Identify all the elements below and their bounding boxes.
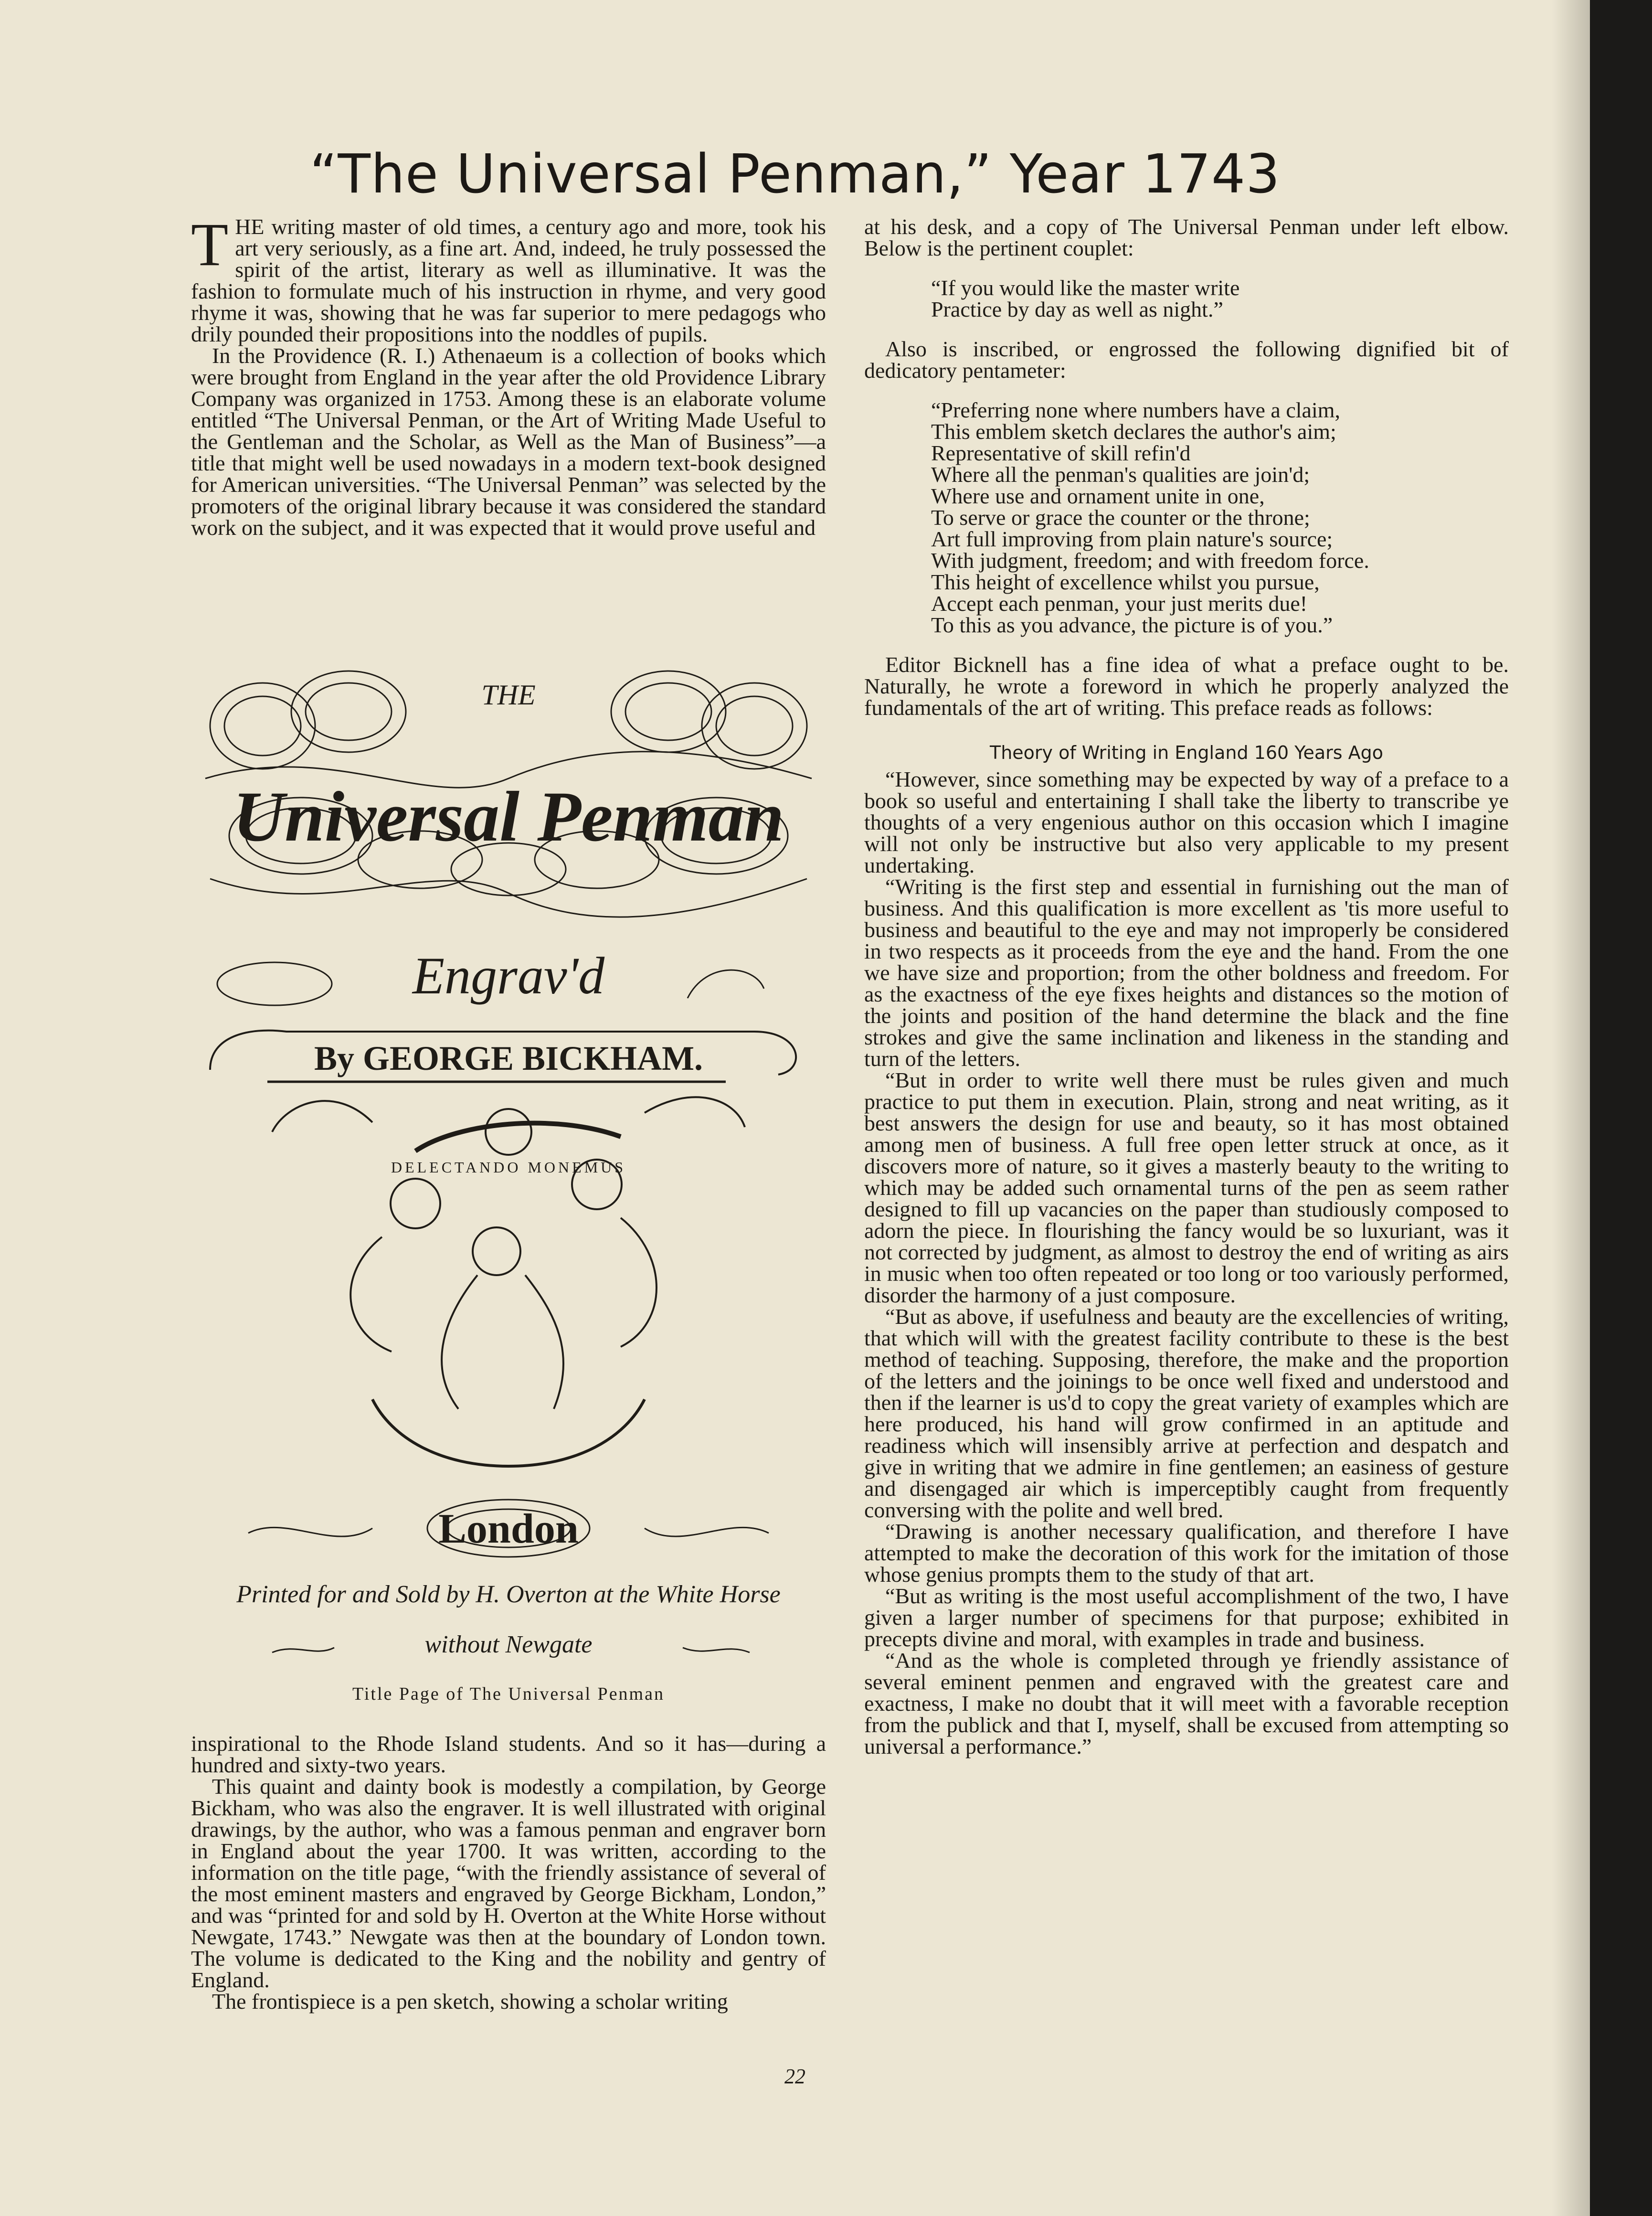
paragraph: inspirational to the Rhode Island students. And so it has—during a hundred and sixty-two years. [191, 1731, 826, 1777]
engraving-motto: DELECTANDO MONEMUS [391, 1159, 626, 1176]
intro-text: HE writing master of old times, a century ago and more, took his art very seriously, as a fine art. And, indeed, he truly possessed the spirit of the artist, literary as well as illuminative. It was the fashion to formulate much of his instruction in rhyme, and very good rhyme it was, showing that he was far superior to mere pedagogs who drily pounded their propositions into the noddles of pupils. [191, 214, 826, 346]
paragraph: In the Providence (R. I.) Athenaeum is a collection of books which were brought from England in the year after the old Providence Library Company was organized in 1753. Among these is an elaborate volume entitled “The Universal Penman, or the Art of Writing Made Useful to the Gentleman and the Scholar, as Well as the Man of Business”—a title that might well be used nowadays in a modern text-book designed for American universities. “The Universal Penman” was selected by the promoters of the original library because it was considered the standard work on the subject, and it was expected that it would prove useful and [191, 343, 826, 540]
drop-cap: T [191, 211, 229, 278]
paragraph: Editor Bicknell has a fine idea of what a preface ought to be. Naturally, he wrote a foreword in which he properly analyzed the fundamentals of the art of writing. This preface reads as follows: [864, 652, 1509, 720]
page-number: 22 [784, 2065, 805, 2088]
flourish-right [688, 970, 764, 998]
verse-line: Representative of skill refin'd [931, 441, 1191, 465]
flourish-left [217, 962, 332, 1005]
article-title: “The Universal Penman,” Year 1743 [309, 143, 1281, 205]
cherubs-illustration [272, 1097, 745, 1466]
engraving-london: London [438, 1506, 579, 1552]
verse-line: Where all the penman's qualities are join'd; [931, 462, 1310, 487]
section-subheading: Theory of Writing in England 160 Years Ago [990, 742, 1383, 763]
right-column [864, 216, 1509, 1757]
engraving-byline: By GEORGE BICKHAM. [314, 1039, 703, 1077]
paragraph: “But as writing is the most useful accomplishment of the two, I have given a larger number of specimens for that purpose; exhibited in precepts divine and moral, with examples in trade and business. [864, 1584, 1509, 1651]
engraving-imprint-2: without Newgate [424, 1631, 593, 1658]
verse-line: Art full improving from plain nature's source; [931, 527, 1333, 551]
verse-line: To this as you advance, the picture is of you.” [931, 613, 1333, 637]
paragraph: “And as the whole is completed through ye friendly assistance of several eminent penmen and engraved with the greatest care and exactness, I make no doubt that it will meet with a favorable reception from the publick and that I, myself, shall be excused from attempting so universal a performance.” [864, 1648, 1509, 1758]
verse-line: With judgment, freedom; and with freedom force. [931, 548, 1369, 573]
engraving-imprint: Printed for and Sold by H. Overton at the White Horse [236, 1581, 781, 1608]
paragraph: “But in order to write well there must be rules given and much practice to put them in execution. Plain, strong and neat writing, as it best answers the design for use and beauty, so it has most obtained among men of business. A full free open letter struck at once, as it discovers more of nature, so it gives a masterly beauty to the writing to which may be added such ornamental turns of the pen as seem rather designed to fill up vacancies on the paper than studiously composed to adorn the piece. In flourishing the fancy would be so luxuriant, was it not corrected by judgment, as almost to destroy the end of writing as airs in music when too often repeated or too long or too variously performed, disorder the harmony of a just composure. [864, 1068, 1509, 1307]
paragraph: “Drawing is another necessary qualification, and therefore I have attempted to make the decoration of this work for the imitation of those whose genius prompts them to the study of that art. [864, 1519, 1509, 1587]
verse-line: This emblem sketch declares the author's aim; [931, 419, 1336, 444]
figure-caption: Title Page of The Universal Penman [352, 1684, 665, 1704]
verse-line: “Preferring none where numbers have a claim, [931, 398, 1341, 422]
engraving-engraved: Engrav'd [412, 947, 605, 1005]
paragraph: at his desk, and a copy of The Universal Penman under left elbow. Below is the pertinent couplet: [864, 214, 1509, 260]
intro-paragraph [191, 211, 826, 346]
paragraph: “Writing is the first step and essential in furnishing out the man of business. And this qualification is more excellent as 'tis more useful to business and beautiful to the eye and may not improperly be considered in two respects as it proceeds from the eye and the hand. From the one we have size and proportion; from the other boldness and freedom. For as the exactness of the eye fixes heights and distances so the motion of the joints and position of the hand determine the black and the fine strokes and give the same inclination and likeness in the standing and turn of the letters. [864, 874, 1509, 1071]
book-binding-edge [1590, 0, 1652, 2216]
engraving-the: THE [481, 679, 536, 711]
pentameter-verse [931, 399, 1509, 636]
left-column-top [191, 211, 826, 540]
verse-line: “If you would like the master write [931, 276, 1240, 300]
verse-line: Accept each penman, your just merits due! [931, 591, 1308, 616]
paragraph: This quaint and dainty book is modestly a compilation, by George Bickham, who was also the engraver. It is well illustrated with original drawings, by the author, who was a famous penman and engraver born in England about the year 1700. It was written, according to the information on the title page, “with the friendly assistance of several of the most eminent masters and engraved by George Bickham, London,” and was “printed for and sold by H. Overton at the White Horse without Newgate, 1743.” Newgate was then at the boundary of London town. The volume is dedicated to the King and the nobility and gentry of England. [191, 1774, 826, 1992]
verse-line: Practice by day as well as night.” [931, 297, 1223, 321]
paragraph: “However, since something may be expected by way of a preface to a book so useful and entertaining I shall take the liberty to transcribe ye thoughts of a very engenious author on this occasion which I imagine will not only be instructive but also very applicable to my present undertaking. [864, 767, 1509, 877]
couplet [931, 277, 1509, 320]
verse-line: This height of excellence whilst you pursue, [931, 570, 1320, 594]
engraving-script-title: Universal Penman [233, 777, 784, 856]
left-column-bottom [191, 1733, 826, 2012]
paragraph: The frontispiece is a pen sketch, showing a scholar writing [212, 1989, 728, 2014]
paragraph: “But as above, if usefulness and beauty are the excellencies of writing, that which will with the greatest facility contribute to these is the best method of teaching. Supposing, therefore, the make and the proportion of the letters and the joinings to be once well fixed and understood and then if the learner is us'd to copy the great variety of examples which are here produced, his hand will grow confirmed in an aptitude and readiness which will insensibly arrive at perfection and despatch and give in writing that we admire in fine gentlemen; an easiness of gesture and disengaged air which is imperceptibly caught from frequently conversing with the polite and well bred. [864, 1304, 1509, 1522]
page-gutter-shadow [1552, 0, 1590, 2216]
title-page-engraving [191, 654, 826, 1695]
verse-line: Where use and ornament unite in one, [931, 484, 1265, 508]
verse-line: To serve or grace the counter or the throne; [931, 505, 1310, 530]
paragraph: Also is inscribed, or engrossed the following dignified bit of dedicatory pentameter: [864, 337, 1509, 383]
